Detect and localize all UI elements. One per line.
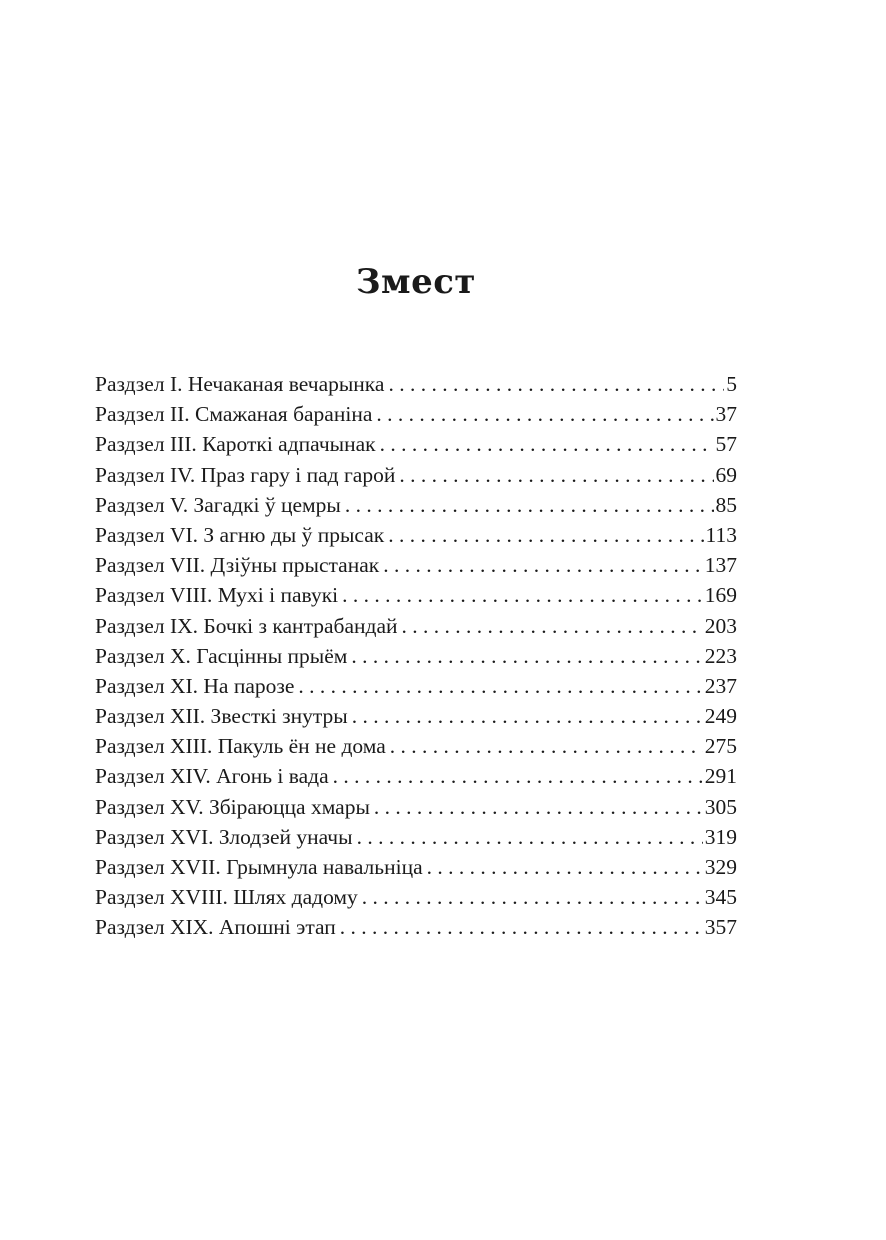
toc-entry: [95, 731, 737, 761]
toc-dot-leader: [357, 822, 703, 852]
toc-entry-page-number: 85: [715, 492, 737, 517]
toc-entry-page-number: 69: [715, 462, 737, 487]
toc-entry: [95, 671, 737, 701]
toc-entry: [95, 490, 737, 520]
toc-dot-leader: [402, 611, 703, 641]
toc-entry-label: Раздзел I. Нечаканая вечарынка: [95, 372, 385, 396]
toc-dot-leader: [340, 912, 703, 942]
toc-entry-page-number: 357: [704, 915, 737, 940]
toc-entry-page-number: 319: [704, 824, 737, 849]
toc-entry-page-number: 169: [704, 583, 737, 608]
toc-entry-label: Раздзел XVII. Грымнула навальніца: [95, 855, 423, 879]
toc-entry-page-number: 275: [704, 734, 737, 759]
toc-entry: [95, 641, 737, 671]
toc-entry-label: Раздзел VII. Дзіўны прыстанак: [95, 553, 380, 578]
toc-entry-page-number: 345: [704, 885, 737, 910]
toc-entry-label: Раздзел II. Смажаная бараніна: [95, 402, 373, 427]
toc-entry-label: Раздзел IX. Бочкі з кантрабандай: [95, 613, 398, 638]
toc-entry: [95, 761, 737, 791]
toc-dot-leader: [351, 641, 702, 671]
toc-entry: [95, 822, 737, 852]
toc-entry: [95, 792, 737, 822]
toc-entry-page-number: 113: [705, 522, 737, 547]
toc-entry-page-number: 329: [704, 855, 737, 879]
toc-entry-label: Раздзел IV. Праз гару і пад гарой: [95, 462, 396, 487]
toc-entry-page-number: 237: [704, 673, 737, 698]
toc-dot-leader: [342, 580, 703, 610]
toc-dot-leader: [390, 731, 703, 761]
toc-entry-label: Раздзел VI. З агню ды ў прысак: [95, 522, 385, 547]
toc-dot-leader: [383, 550, 703, 580]
toc-dot-leader: [374, 792, 703, 822]
toc-dot-leader: [376, 399, 713, 429]
toc-entry-label: Раздзел XVIII. Шлях дадому: [95, 885, 358, 910]
toc-dot-leader: [352, 701, 703, 731]
toc-dot-leader: [380, 429, 714, 459]
toc-entry-label: Раздзел XIII. Пакуль ён не дома: [95, 734, 386, 759]
toc-dot-leader: [298, 671, 702, 701]
toc-entry-page-number: 5: [726, 372, 737, 396]
toc-entry: [95, 912, 737, 942]
toc-entry-label: Раздзел XIX. Апошні этап: [95, 915, 336, 940]
toc-entry: [95, 429, 737, 459]
page-title: Змест: [356, 262, 476, 302]
toc-entry-page-number: 249: [704, 704, 737, 729]
toc-dot-leader: [362, 882, 703, 912]
toc-dot-leader: [399, 460, 713, 490]
toc-entry-label: Раздзел V. Загадкі ў цемры: [95, 492, 341, 517]
toc-entry-label: Раздзел III. Кароткі адпачынак: [95, 432, 376, 457]
toc-dot-leader: [388, 520, 703, 550]
toc-dot-leader: [345, 490, 714, 520]
toc-entry-label: Раздзел XI. На парозе: [95, 673, 295, 698]
table-of-contents: [95, 369, 737, 943]
toc-entry-label: Раздзел XVI. Злодзей уначы: [95, 824, 353, 849]
toc-entry-page-number: 37: [715, 402, 737, 427]
toc-dot-leader: [388, 369, 724, 399]
toc-entry: [95, 460, 737, 490]
toc-dot-leader: [427, 852, 703, 882]
toc-entry-label: Раздзел XII. Звесткі знутры: [95, 704, 348, 729]
toc-entry: [95, 882, 737, 912]
toc-entry-page-number: 203: [704, 613, 737, 638]
toc-entry: [95, 852, 737, 882]
toc-entry: [95, 701, 737, 731]
toc-entry-label: Раздзел X. Гасцінны прыём: [95, 643, 348, 668]
toc-entry-page-number: 223: [704, 643, 737, 668]
toc-dot-leader: [333, 761, 703, 791]
toc-entry: [95, 399, 737, 429]
toc-entry: [95, 580, 737, 610]
toc-entry: [95, 550, 737, 580]
toc-entry: [95, 611, 737, 641]
toc-entry-label: Раздзел VIII. Мухі і павукі: [95, 583, 339, 608]
toc-entry-page-number: 305: [704, 794, 737, 819]
toc-entry-page-number: 57: [715, 432, 737, 457]
toc-entry-label: Раздзел XV. Збіраюцца хмары: [95, 794, 370, 819]
toc-entry: [95, 520, 737, 550]
toc-entry-label: Раздзел XIV. Агонь і вада: [95, 764, 329, 789]
toc-entry-page-number: 137: [704, 553, 737, 578]
toc-entry: [95, 369, 737, 399]
toc-entry-page-number: 291: [704, 764, 737, 789]
